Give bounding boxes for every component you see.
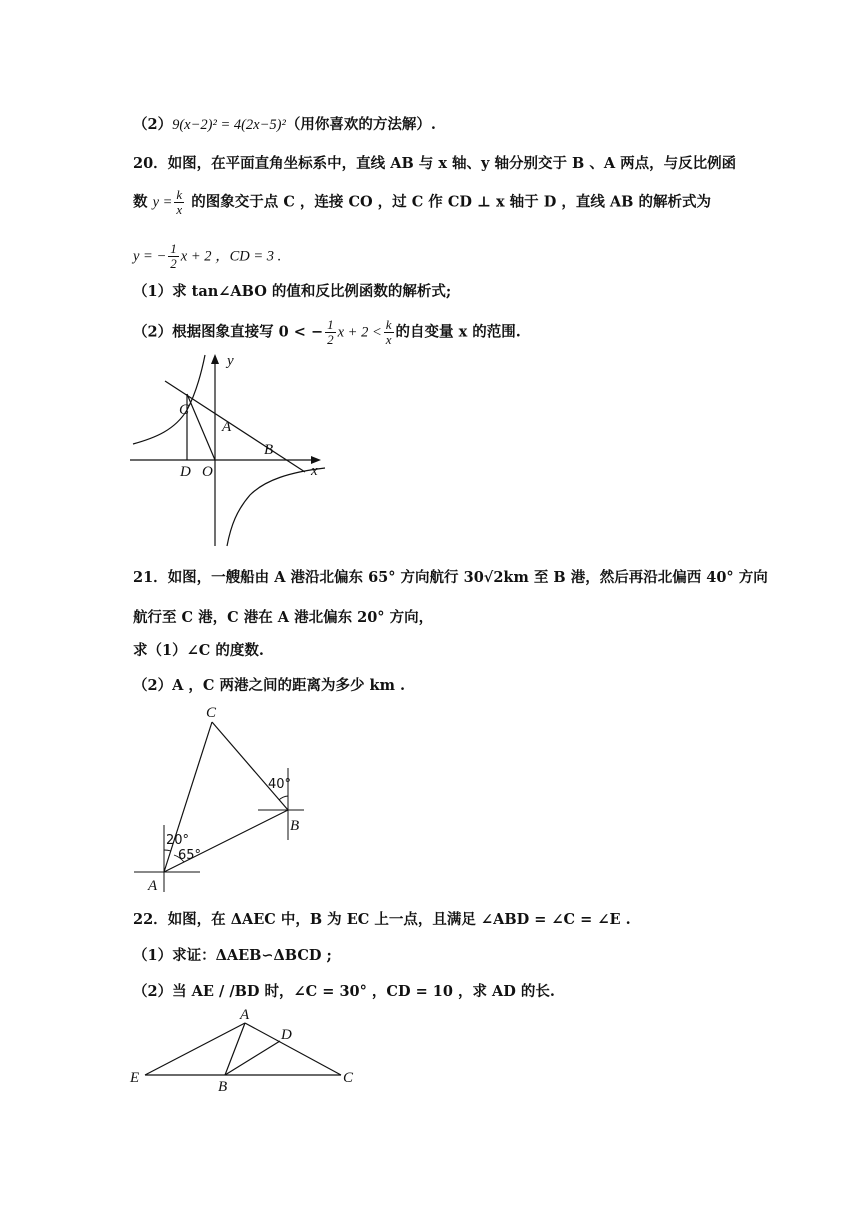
problem-number: 22． [133, 911, 168, 928]
text: 如图，在平面直角坐标系中，直线 AB 与 x 轴、y 轴分别交于 B 、A 两点，与反比例函 [167, 155, 737, 172]
problem-number: 21． [133, 569, 168, 586]
problem20-line3 [133, 242, 281, 271]
denominator: 2 [327, 332, 334, 347]
fraction-k-over-x [384, 318, 394, 347]
label-A: A [222, 419, 232, 435]
problem19-part2 [133, 115, 436, 135]
part-label: （2） [133, 116, 173, 133]
angle-20: 20° [166, 833, 190, 848]
problem21-q2 [133, 676, 405, 696]
numerator: 1 [327, 317, 334, 332]
problem20-line2 [133, 188, 711, 217]
math: x + 2 ，CD = 3 . [180, 248, 282, 265]
text: 的图象交于点 C ，连接 CO ，过 C 作 CD ⊥ x 轴于 D ，直线 AB 的解析式为 [191, 193, 711, 211]
text: 如图，一艘船由 A 港沿北偏东 65° 方向航行 30√2km 至 B 港，然后再沿北偏西 40° 方向 [167, 569, 768, 586]
text: 航行至 C 港，C 港在 A 港北偏东 20° 方向， [133, 609, 434, 626]
text: 如图，在 ΔAEC 中，B 为 EC 上一点，且满足 ∠ABD = ∠C = ∠E . [167, 911, 631, 928]
label-O: O [202, 464, 213, 480]
denominator: 2 [170, 256, 177, 271]
figure-21-bearing-diagram [128, 700, 318, 895]
problem20-line1 [133, 154, 736, 174]
fraction-one-half [325, 318, 336, 347]
label-E: E [130, 1070, 140, 1086]
angle-40: 40° [268, 777, 292, 792]
problem21-line1 [133, 568, 768, 588]
fraction-k-over-x [174, 188, 184, 217]
problem21-line2 [133, 608, 433, 628]
problem22-q1 [133, 946, 332, 966]
angle-65: 65° [178, 848, 202, 863]
text: 求（1）∠C 的度数. [133, 642, 264, 659]
label-A: A [240, 1007, 250, 1023]
figure-20-graph [125, 350, 335, 550]
figure-22-triangle [125, 1005, 365, 1095]
numerator: k [385, 317, 392, 332]
denominator: x [176, 202, 183, 217]
fraction-one-half [168, 242, 179, 271]
label-B: B [218, 1079, 228, 1095]
label-C: C [206, 705, 217, 721]
label-B: B [264, 442, 274, 458]
label-C: C [179, 402, 190, 418]
denominator: x [385, 332, 392, 347]
problem20-q1 [133, 282, 451, 302]
label-x: x [311, 463, 318, 479]
math: y = [152, 194, 173, 211]
problem21-q1 [133, 641, 264, 661]
equation: 9(x−2)² = 4(2x−5)² [172, 117, 286, 133]
text: （1）求证：ΔAEB∽ΔBCD ; [133, 947, 332, 964]
label-y: y [227, 353, 234, 369]
numerator: k [176, 187, 183, 202]
problem-number: 20． [133, 155, 168, 172]
numerator: 1 [170, 241, 177, 256]
text: 的自变量 x 的范围. [395, 323, 521, 341]
text: （2）根据图象直接写 0 < − [133, 323, 324, 341]
note: （用你喜欢的方法解）. [285, 116, 436, 133]
label-C: C [343, 1070, 354, 1086]
problem22-line1 [133, 910, 631, 930]
math: y = − [133, 248, 167, 265]
math: x + 2 < [337, 324, 382, 341]
problem22-q2 [133, 982, 555, 1002]
label-B: B [290, 818, 300, 834]
text: （2）A ，C 两港之间的距离为多少 km . [133, 677, 406, 694]
text: （2）当 AE / /BD 时，∠C = 30° ，CD = 10 ，求 AD 的长. [133, 983, 555, 1000]
label-D: D [281, 1027, 292, 1043]
label-D: D [180, 464, 191, 480]
text: 数 [133, 193, 148, 211]
text: （1）求 tan∠ABO 的值和反比例函数的解析式; [133, 283, 452, 300]
problem20-q2 [133, 318, 521, 347]
label-A: A [148, 878, 158, 894]
